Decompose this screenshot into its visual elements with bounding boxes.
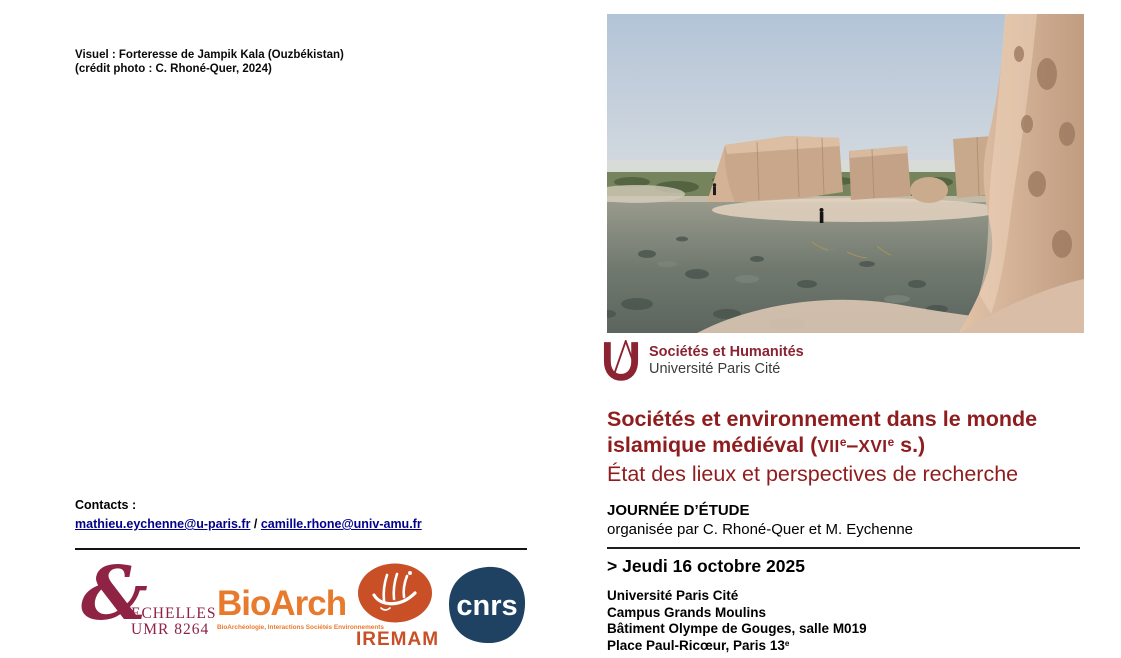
event-date: > Jeudi 16 octobre 2025 <box>607 556 805 576</box>
person-figure <box>713 183 716 195</box>
upc-text <box>649 344 804 378</box>
photo-credit-line2: (crédit photo : C. Rhoné-Quer, 2024) <box>75 63 272 75</box>
echelles-name: ECHELLES <box>131 605 217 622</box>
event-title <box>607 406 1087 487</box>
address-line2: Campus Grands Moulins <box>607 604 767 620</box>
upc-universite-paris-cite: Université Paris Cité <box>649 361 781 377</box>
iremam-logo <box>356 563 440 651</box>
event-type-label: JOURNÉE D’ÉTUDE <box>607 502 750 519</box>
title-line2: islamique médiéval (VIIe–XVIe s.) <box>607 433 926 457</box>
address-line1: Université Paris Cité <box>607 588 739 603</box>
cnrs-roundel-icon <box>447 565 527 645</box>
bioarch-logo <box>217 584 384 631</box>
fortress-landscape-illustration <box>607 14 1084 333</box>
event-address <box>607 588 867 656</box>
roman-numeral: VII <box>817 436 840 456</box>
bioarch-tagline: BioArchéologie, Interactions Sociétés Environnements <box>217 624 384 631</box>
svg-text:cnrs: cnrs <box>456 590 518 622</box>
upc-societes-humanites: Sociétés et Humanités <box>649 344 804 360</box>
echelles-logo <box>81 551 217 650</box>
bioarch-name: BioArch <box>217 584 347 623</box>
title-subtitle: État des lieux et perspectives de recherche <box>607 462 1019 486</box>
iremam-calligraphy-icon <box>357 563 433 623</box>
title-line1: Sociétés et environnement dans le monde <box>607 407 1038 431</box>
right-divider-line <box>607 547 1080 549</box>
roman-numeral: XVI <box>858 436 888 456</box>
person-figure <box>820 208 824 223</box>
echelles-ampersand-icon: & <box>81 551 148 637</box>
address-line4: Place Paul-Ricœur, Paris 13e <box>607 637 790 653</box>
email-link-rhone[interactable]: camille.rhone@univ-amu.fr <box>260 517 422 531</box>
email-separator: / <box>250 517 261 531</box>
event-organizers: organisée par C. Rhoné-Quer et M. Eychenne <box>607 521 913 538</box>
echelles-umr: UMR 8264 <box>131 621 210 638</box>
cnrs-logo <box>447 565 527 645</box>
photo-credit-line1: Visuel : Forteresse de Jampik Kala (Ouzbékistan) <box>75 49 344 61</box>
email-link-eychenne[interactable]: mathieu.eychenne@u-paris.fr <box>75 517 251 531</box>
partner-logos-row <box>75 551 535 652</box>
event-photo <box>607 14 1084 333</box>
iremam-name: IREMAM <box>356 629 440 650</box>
upc-partner-block <box>600 340 804 382</box>
address-line3: Bâtiment Olympe de Gouges, salle M019 <box>607 621 867 636</box>
photo-credit <box>75 48 344 76</box>
contacts-block <box>75 496 422 534</box>
echelles-logo-text <box>131 606 217 638</box>
contacts-label: Contacts : <box>75 498 137 512</box>
universite-paris-cite-logo-icon <box>600 340 642 382</box>
contacts-emails <box>75 515 422 534</box>
